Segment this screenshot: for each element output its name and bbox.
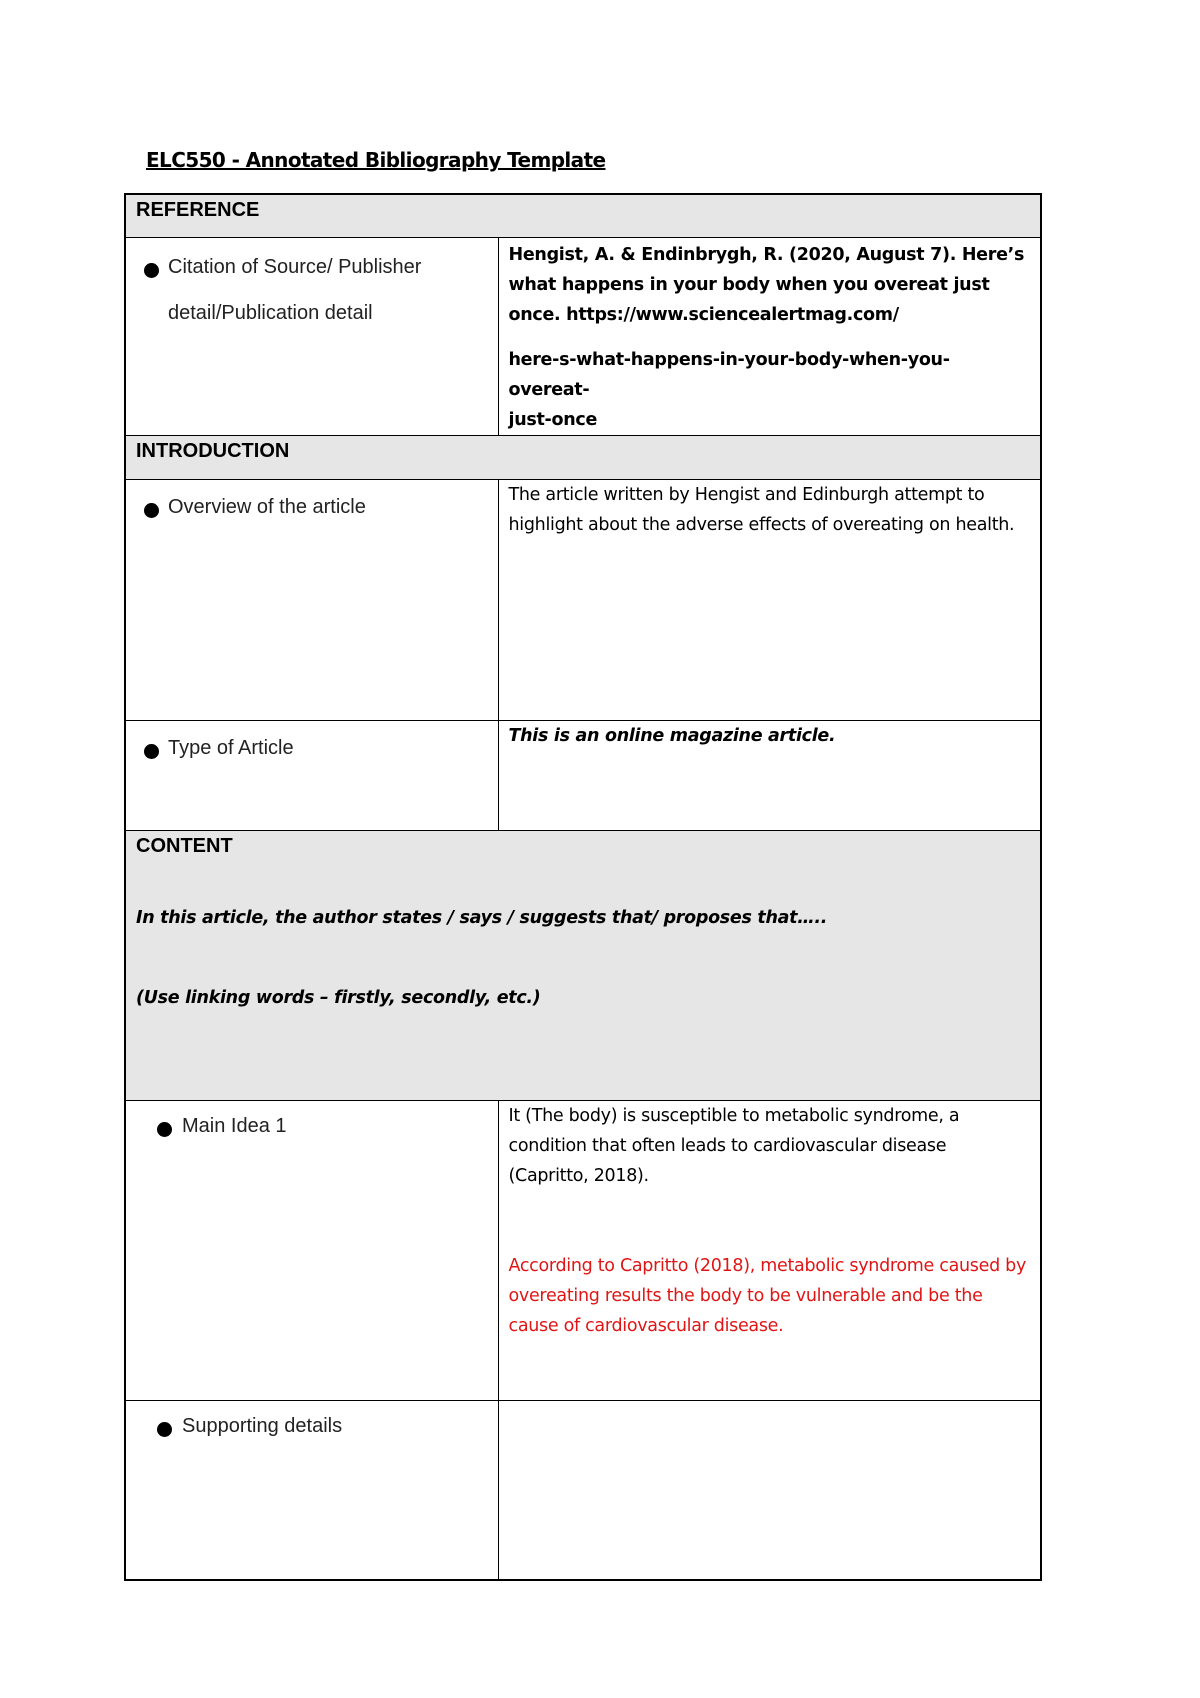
- supporting-details-row: [125, 1400, 1041, 1580]
- supporting-details-label: Supporting details: [182, 1414, 343, 1437]
- citation-text-line: Hengist, A. & Endinbrygh, R. (2020, August 7). Here’s: [508, 244, 1025, 265]
- overview-value-cell: [498, 479, 1041, 720]
- content-prompt: In this article, the author states / says / suggests that/ proposes that…..: [136, 907, 828, 928]
- article-type-value-cell: [498, 720, 1041, 830]
- overview-row: [125, 479, 1041, 720]
- supporting-value-cell: [498, 1400, 1041, 1580]
- citation-text-line: once. https://www.sciencealertmag.com/: [508, 304, 899, 325]
- content-section-header: [125, 830, 1041, 1100]
- supporting-label-cell: [125, 1400, 498, 1580]
- citation-label-line: Citation of Source/ Publisher: [168, 255, 422, 278]
- citation-row: [125, 237, 1041, 435]
- main-idea-paraphrase: According to Capritto (2018), metabolic syndrome caused by overeating results the body to be vulnerable and be the cause of cardiovascular disease.: [508, 1255, 1027, 1336]
- citation-text-line: what happens in your body when you overeat just: [508, 274, 990, 295]
- document-title: ELC550 - Annotated Bibliography Template: [146, 148, 606, 172]
- introduction-section-row: [125, 435, 1041, 479]
- overview-text: The article written by Hengist and Edinburgh attempt to highlight about the adverse effects of overeating on health.: [508, 484, 1015, 535]
- main-idea-text: It (The body) is susceptible to metabolic syndrome, a condition that often leads to cardiovascular disease (Capritto, 2018).: [508, 1105, 960, 1186]
- bullet-icon: [144, 744, 159, 759]
- article-type-text: This is an online magazine article.: [508, 725, 836, 746]
- content-section-row: [125, 830, 1041, 1100]
- article-type-label: Type of Article: [168, 736, 294, 759]
- main-idea-value-cell: [498, 1100, 1041, 1400]
- bullet-icon: [144, 263, 159, 278]
- content-hint: (Use linking words – firstly, secondly, etc.): [136, 987, 541, 1008]
- bullet-icon: [157, 1422, 172, 1437]
- reference-section-header: [125, 194, 1041, 237]
- bullet-icon: [144, 503, 159, 518]
- section-label: INTRODUCTION: [136, 439, 290, 462]
- section-label: REFERENCE: [136, 199, 260, 221]
- introduction-section-header: [125, 435, 1041, 479]
- citation-text-line: just-once: [508, 409, 598, 430]
- article-type-row: [125, 720, 1041, 830]
- bibliography-table: [124, 193, 1042, 1581]
- citation-label-line: detail/Publication detail: [168, 301, 373, 324]
- main-idea-row: [125, 1100, 1041, 1400]
- citation-text-line: here-s-what-happens-in-your-body-when-you-overeat-: [508, 349, 950, 400]
- overview-label: Overview of the article: [168, 495, 366, 518]
- bullet-icon: [157, 1122, 172, 1137]
- section-label: CONTENT: [136, 834, 233, 857]
- citation-value-cell: [498, 237, 1041, 435]
- reference-section-row: [125, 194, 1041, 237]
- overview-label-cell: [125, 479, 498, 720]
- article-type-label-cell: [125, 720, 498, 830]
- citation-label-cell: [125, 237, 498, 435]
- main-idea-label-cell: [125, 1100, 498, 1400]
- main-idea-label: Main Idea 1: [182, 1114, 287, 1137]
